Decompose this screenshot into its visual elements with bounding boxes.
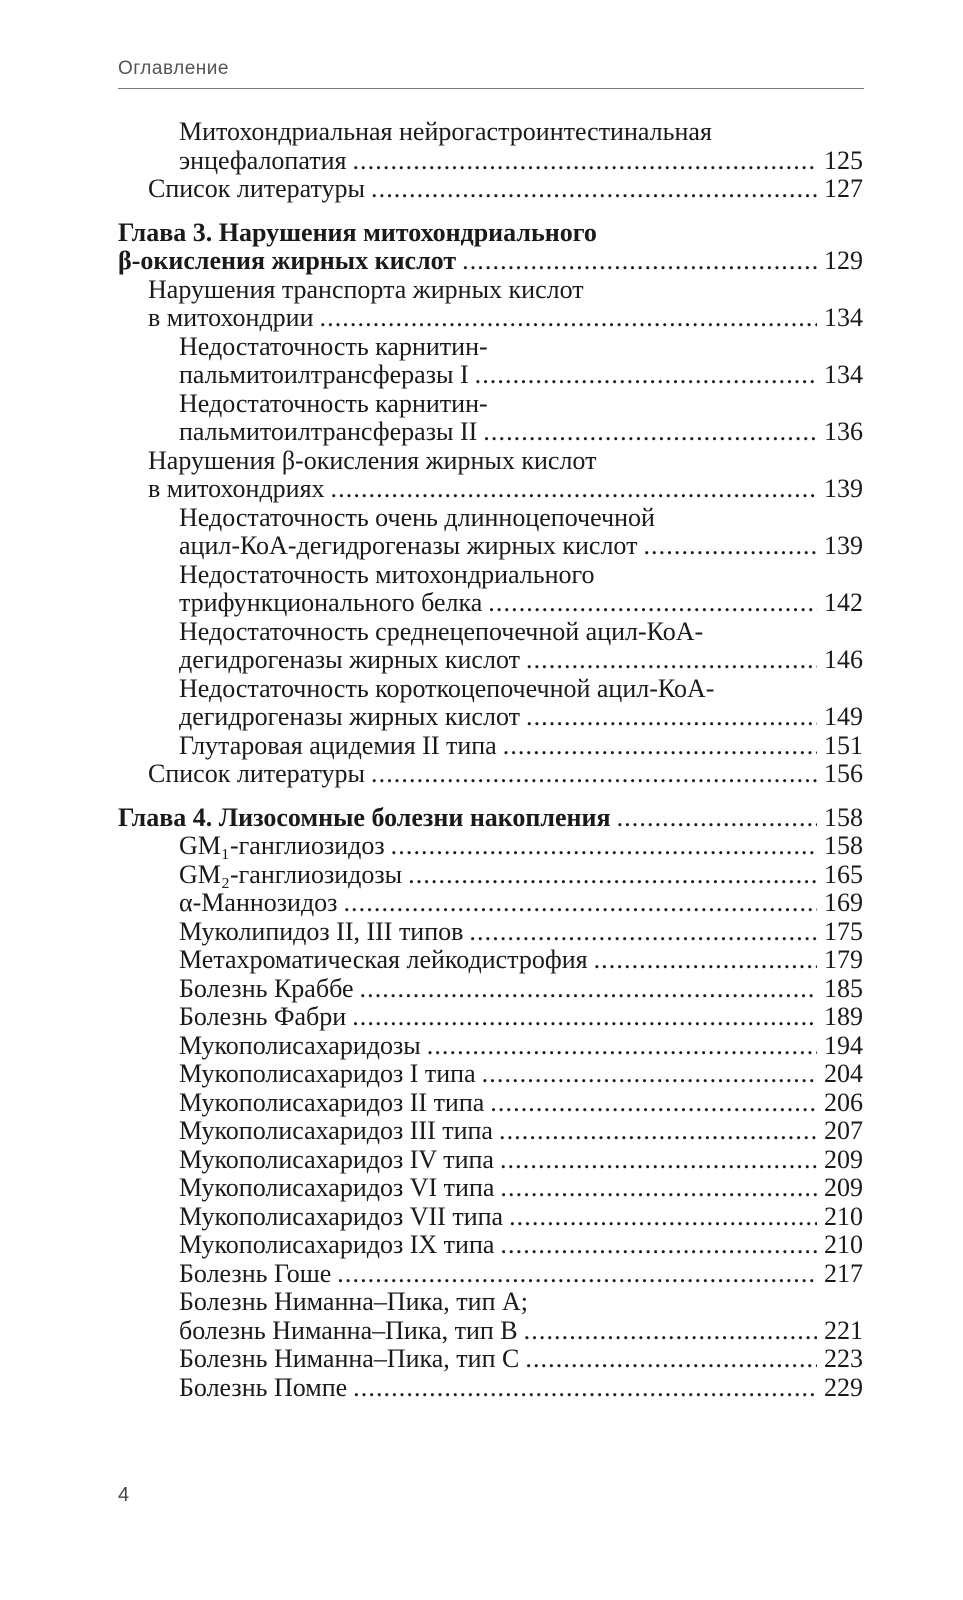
toc-entry-leader-row [179,703,863,732]
toc-page-number: 151 [824,730,863,760]
toc-page-number: 156 [824,759,863,788]
toc-entry-title-line: α-Маннозидоз [179,888,338,917]
toc-entry-title-line: Нарушения β-окисления жирных кислот [148,445,597,475]
dot-leader [462,247,817,276]
toc-entry-title-line: Недостаточность митохондриального [179,559,595,589]
toc-entry-title-line: GM₁-ганглиозидоз [179,831,385,860]
toc-page-number: 134 [824,360,863,389]
toc-entry[interactable] [118,1174,863,1203]
toc-entry-leader-row [148,175,863,204]
toc-page-number: 204 [824,1059,863,1088]
dot-leader [352,147,817,176]
toc-entry[interactable] [118,390,863,447]
toc-entry[interactable] [118,946,863,975]
toc-entry[interactable] [118,1060,863,1089]
toc-page-number: 185 [824,973,863,1003]
dot-leader [371,175,817,204]
dot-leader [408,861,817,890]
toc-page-number: 209 [824,1144,863,1174]
toc-entry-leader-row [179,732,863,761]
toc-entry[interactable] [118,504,863,561]
toc-page-number: 139 [824,531,863,560]
toc-entry-title-line: Недостаточность среднецепочечной ацил-КоА- [179,616,704,646]
toc-entry-leader-row [148,475,863,504]
toc-entry-leader-row [118,804,863,833]
toc-entry-title-line: трифункционального белка [179,588,483,617]
toc-page-number: 207 [824,1116,863,1145]
toc-page-number: 127 [824,174,863,203]
dot-leader [490,1089,817,1118]
toc-chapter-entry[interactable] [118,219,863,276]
toc-entry-title-line: дегидрогеназы жирных кислот [179,702,520,731]
dot-leader [526,646,817,675]
toc-entry[interactable] [118,975,863,1004]
toc-page-number: 194 [824,1030,863,1060]
toc-entry-title-line: пальмитоилтрансферазы I [179,360,469,389]
toc-page-number: 158 [824,831,863,860]
toc-page-number: 125 [824,145,863,175]
toc-entry-leader-row [179,1032,863,1061]
toc-entry-title-line: болезнь Ниманна–Пика, тип В [179,1315,518,1345]
toc-entry[interactable] [118,1146,863,1175]
toc-entry-title-line: Мукополисахаридозы [179,1030,421,1060]
toc-entry-title-line: Мукополисахаридоз IX типа [179,1230,495,1259]
toc-page-number: 158 [824,802,863,832]
toc-entry-title-line: Глава 3. Нарушения митохондриального [118,217,597,247]
dot-leader [500,1231,817,1260]
dot-leader [352,1003,817,1032]
toc-entry-leader-row [148,304,863,333]
toc-entry-leader-row [179,1060,863,1089]
toc-entry-leader-row [179,147,863,176]
dot-leader [594,946,817,975]
toc-entry[interactable] [118,1345,863,1374]
toc-entry[interactable] [118,118,863,175]
toc-entry-title-line: энцефалопатия [179,145,347,175]
toc-entry-leader-row [179,1374,863,1403]
toc-page-number: 134 [824,303,863,332]
toc-entry-title-line: Мукополисахаридоз IV типа [179,1144,494,1174]
toc-entry[interactable] [118,832,863,861]
toc-page-number: 210 [824,1201,863,1231]
toc-entry-title-line: Недостаточность карнитин- [179,331,488,361]
dot-leader [500,1174,817,1203]
toc-entry-leader-row [179,532,863,561]
toc-entry-title-line: в митохондрии [148,303,314,332]
toc-entry[interactable] [118,1089,863,1118]
toc-entry[interactable] [118,1203,863,1232]
toc-entry-title-line: ацил-КоА-дегидрогеназы жирных кислот [179,531,638,560]
dot-leader [391,832,817,861]
toc-entry-title-line: Болезнь Фабри [179,1002,347,1031]
toc-entry-title-line: Болезнь Помпе [179,1372,348,1402]
dot-leader [524,1317,817,1346]
toc-entry-title-line: Болезнь Краббе [179,973,354,1003]
toc-entry-title-line: Мукополисахаридоз VII типа [179,1201,504,1231]
toc-entry[interactable] [118,1003,863,1032]
toc-entry[interactable] [118,675,863,732]
toc-entry[interactable] [118,1288,863,1345]
toc-entry-title-line: Муколипидоз II, III типов [179,916,464,946]
toc-entry-leader-row [179,1089,863,1118]
toc-entry[interactable] [118,1260,863,1289]
dot-leader [509,1203,817,1232]
toc-page-number: 221 [824,1315,863,1345]
toc-page-number: 210 [824,1230,863,1259]
toc-entry-title-line: Митохондриальная нейрогастроинтестинальная [179,117,712,146]
toc-entry[interactable] [118,561,863,618]
toc-entry-title-line: Нарушения транспорта жирных кислот [148,274,584,304]
toc-entry-leader-row [179,1231,863,1260]
toc-entry[interactable] [118,175,863,204]
toc-entry-leader-row [179,918,863,947]
toc-entry-leader-row [179,889,863,918]
toc-page-number: 206 [824,1087,863,1117]
dot-leader [503,732,817,761]
toc-entry-leader-row [148,760,863,789]
toc-entry-leader-row [179,361,863,390]
dot-leader [331,475,817,504]
toc-entry-leader-row [179,1117,863,1146]
dot-leader [499,1117,817,1146]
toc-entry[interactable] [118,618,863,675]
toc-page-number: 136 [824,417,863,446]
dot-leader [526,703,817,732]
dot-leader [643,532,817,561]
toc-entry-leader-row [179,418,863,447]
toc-entry-leader-row [179,946,863,975]
toc-page-number: 165 [824,859,863,889]
toc-entry-title-line: β-окисления жирных кислот [118,246,457,275]
toc-entry-title-line: Список литературы [148,174,365,203]
toc-page-number: 129 [824,246,863,275]
dot-leader [371,760,817,789]
toc-page-number: 142 [824,588,863,617]
toc-page-number: 179 [824,945,863,974]
toc-entry-leader-row [179,1203,863,1232]
toc-entry[interactable] [118,1231,863,1260]
toc-chapter-entry[interactable] [118,804,863,833]
toc-entry-title-line: дегидрогеназы жирных кислот [179,645,520,674]
toc-entry-title-line: Глава 4. Лизосомные болезни накопления [118,802,611,832]
dot-leader [483,418,817,447]
toc-entry-leader-row [179,1174,863,1203]
toc-page-number: 139 [824,474,863,503]
toc-entry-title-line: Мукополисахаридоз VI типа [179,1173,495,1202]
dot-leader [353,1374,817,1403]
toc-entry[interactable] [118,760,863,789]
toc-page-number: 189 [824,1002,863,1031]
toc-entry-leader-row [118,247,863,276]
toc-entry-title-line: Болезнь Гоше [179,1258,332,1288]
toc-page-number: 169 [824,888,863,917]
toc-entry-title-line: пальмитоилтрансферазы II [179,417,478,446]
dot-leader [469,918,817,947]
toc-entry[interactable] [118,276,863,333]
toc-entry-title-line: GM₂-ганглиозидозы [179,859,403,889]
toc-entry-leader-row [179,861,863,890]
toc-entry-leader-row [179,1317,863,1346]
dot-leader [488,589,817,618]
toc-entry-title-line: Мукополисахаридоз I типа [179,1059,476,1088]
toc-entry-leader-row [179,1146,863,1175]
toc-entry[interactable] [118,732,863,761]
toc-entry-leader-row [179,589,863,618]
toc-entry-leader-row [179,975,863,1004]
dot-leader [337,1260,817,1289]
page-number: 4 [118,1484,130,1506]
toc-entry[interactable] [118,861,863,890]
toc-entry[interactable] [118,918,863,947]
dot-leader [320,304,818,333]
toc-entry-title-line: Болезнь Ниманна–Пика, тип С [179,1344,520,1373]
toc-page-number: 229 [824,1372,863,1402]
table-of-contents [118,118,863,1402]
toc-entry-title-line: Недостаточность карнитин- [179,388,488,418]
toc-entry-title-line: Недостаточность очень длинноцепочечной [179,502,655,532]
toc-entry-title-line: в митохондриях [148,474,325,503]
toc-entry[interactable] [118,333,863,390]
toc-entry-leader-row [179,1003,863,1032]
toc-page-number: 175 [824,916,863,946]
running-header [118,56,864,89]
dot-leader [525,1345,817,1374]
toc-entry-title-line: Мукополисахаридоз II типа [179,1087,485,1117]
dot-leader [360,975,818,1004]
toc-entry-title-line: Болезнь Ниманна–Пика, тип А; [179,1287,528,1316]
toc-entry-leader-row [179,1260,863,1289]
toc-entry[interactable] [118,447,863,504]
toc-page-number: 149 [824,702,863,731]
toc-page-number: 146 [824,645,863,674]
dot-leader [482,1060,817,1089]
toc-entry-leader-row [179,832,863,861]
toc-entry-leader-row [179,1345,863,1374]
toc-entry-title-line: Список литературы [148,759,365,788]
toc-entry[interactable] [118,1032,863,1061]
toc-entry-title-line: Недостаточность короткоцепочечной ацил-КоА- [179,673,715,703]
toc-page-number: 209 [824,1173,863,1202]
toc-entry-leader-row [179,646,863,675]
toc-entry-title-line: Метахроматическая лейкодистрофия [179,945,588,974]
dot-leader [475,361,817,390]
toc-page-number: 217 [824,1258,863,1288]
toc-entry[interactable] [118,1374,863,1403]
running-header-title: Оглавление [118,58,229,79]
dot-leader [500,1146,817,1175]
toc-entry-title-line: Глутаровая ацидемия II типа [179,730,497,760]
dot-leader [427,1032,817,1061]
toc-page-number: 223 [824,1344,863,1373]
dot-leader [617,804,817,833]
dot-leader [343,889,817,918]
toc-entry-title-line: Мукополисахаридоз III типа [179,1116,493,1145]
toc-entry[interactable] [118,1117,863,1146]
toc-entry[interactable] [118,889,863,918]
